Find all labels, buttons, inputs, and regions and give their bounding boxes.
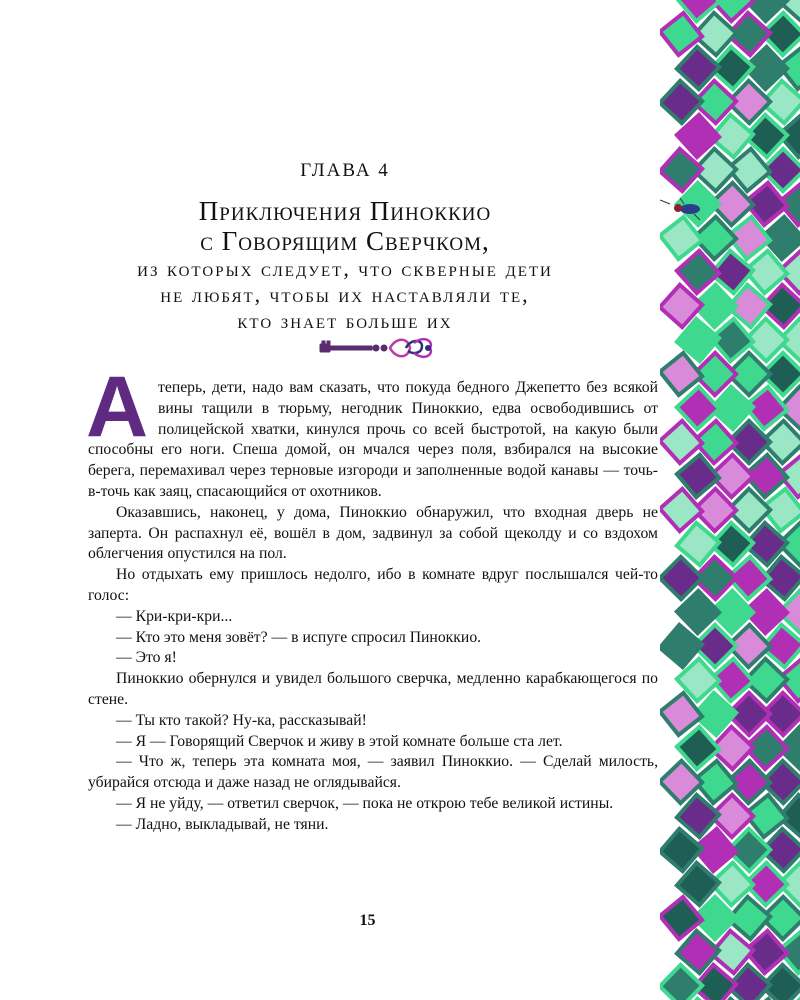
- chapter-heading: ГЛАВА 4: [300, 160, 390, 181]
- paragraph: теперь, дети, надо вам сказать, что покуда бедного Джепетто без всякой вины тащили в тюрьму, негодник Пиноккио, едва освободившись от полицейской хватки, кинулся прочь со всей быстротой, на какую были способны его ноги. Спеша домой, он мчался через поля, взбирался на высокие берега, перемахивал через терновые изгороди и заполненные водой канавы — точь-в-точь как заяц, спасающийся от охотников.: [88, 379, 658, 500]
- paragraph: Оказавшись, наконец, у дома, Пиноккио обнаружил, что входная дверь не заперта. Он распахнул её, вошёл в дом, задвинул за собой щеколду и со вздохом облегчения опустился на пол.: [88, 503, 658, 563]
- paragraph: — Что ж, теперь эта комната моя, — заявил Пиноккио. — Сделай милость, убирайся отсюда и даже назад не оглядывайся.: [88, 753, 658, 792]
- paragraph: — Я — Говорящий Сверчок и живу в этой комнате больше ста лет.: [116, 732, 563, 750]
- paragraph: — Я не уйду, — ответил сверчок, — пока не открою тебе великой истины.: [116, 794, 614, 812]
- title-line-4: не любят, чтобы их наставляли те,: [160, 282, 530, 307]
- title-line-5: кто знает больше их: [237, 308, 453, 333]
- paragraph: — Ладно, выкладывай, не тяни.: [116, 815, 329, 833]
- body-text: [88, 378, 658, 836]
- chapter-title: [0, 196, 690, 334]
- paragraph: Пиноккио обернулся и увидел большого сверчка, медленно карабкающегося по стене.: [88, 670, 658, 708]
- page-number: 15: [359, 912, 376, 929]
- paragraph: — Ты кто такой? Ну-ка, рассказывай!: [116, 711, 367, 729]
- title-line-3: из которых следует, что скверные дети: [137, 256, 553, 281]
- paragraph: — Кто это меня зовёт? — в испуге спросил Пиноккио.: [116, 628, 482, 646]
- paragraph: — Это я!: [116, 649, 177, 667]
- mosaic-tile-border: [660, 0, 800, 1000]
- drop-cap-letter: А: [85, 370, 149, 442]
- paragraph: Но отдыхать ему пришлось недолго, ибо в комнате вдруг послышался чей-то голос:: [88, 566, 658, 604]
- title-line-1: Приключения Пиноккио: [198, 196, 492, 226]
- paragraph: — Кри-кри-кри...: [116, 607, 233, 625]
- title-line-2: с Говорящим Сверчком,: [200, 226, 490, 256]
- key-ornament-icon: [318, 333, 438, 363]
